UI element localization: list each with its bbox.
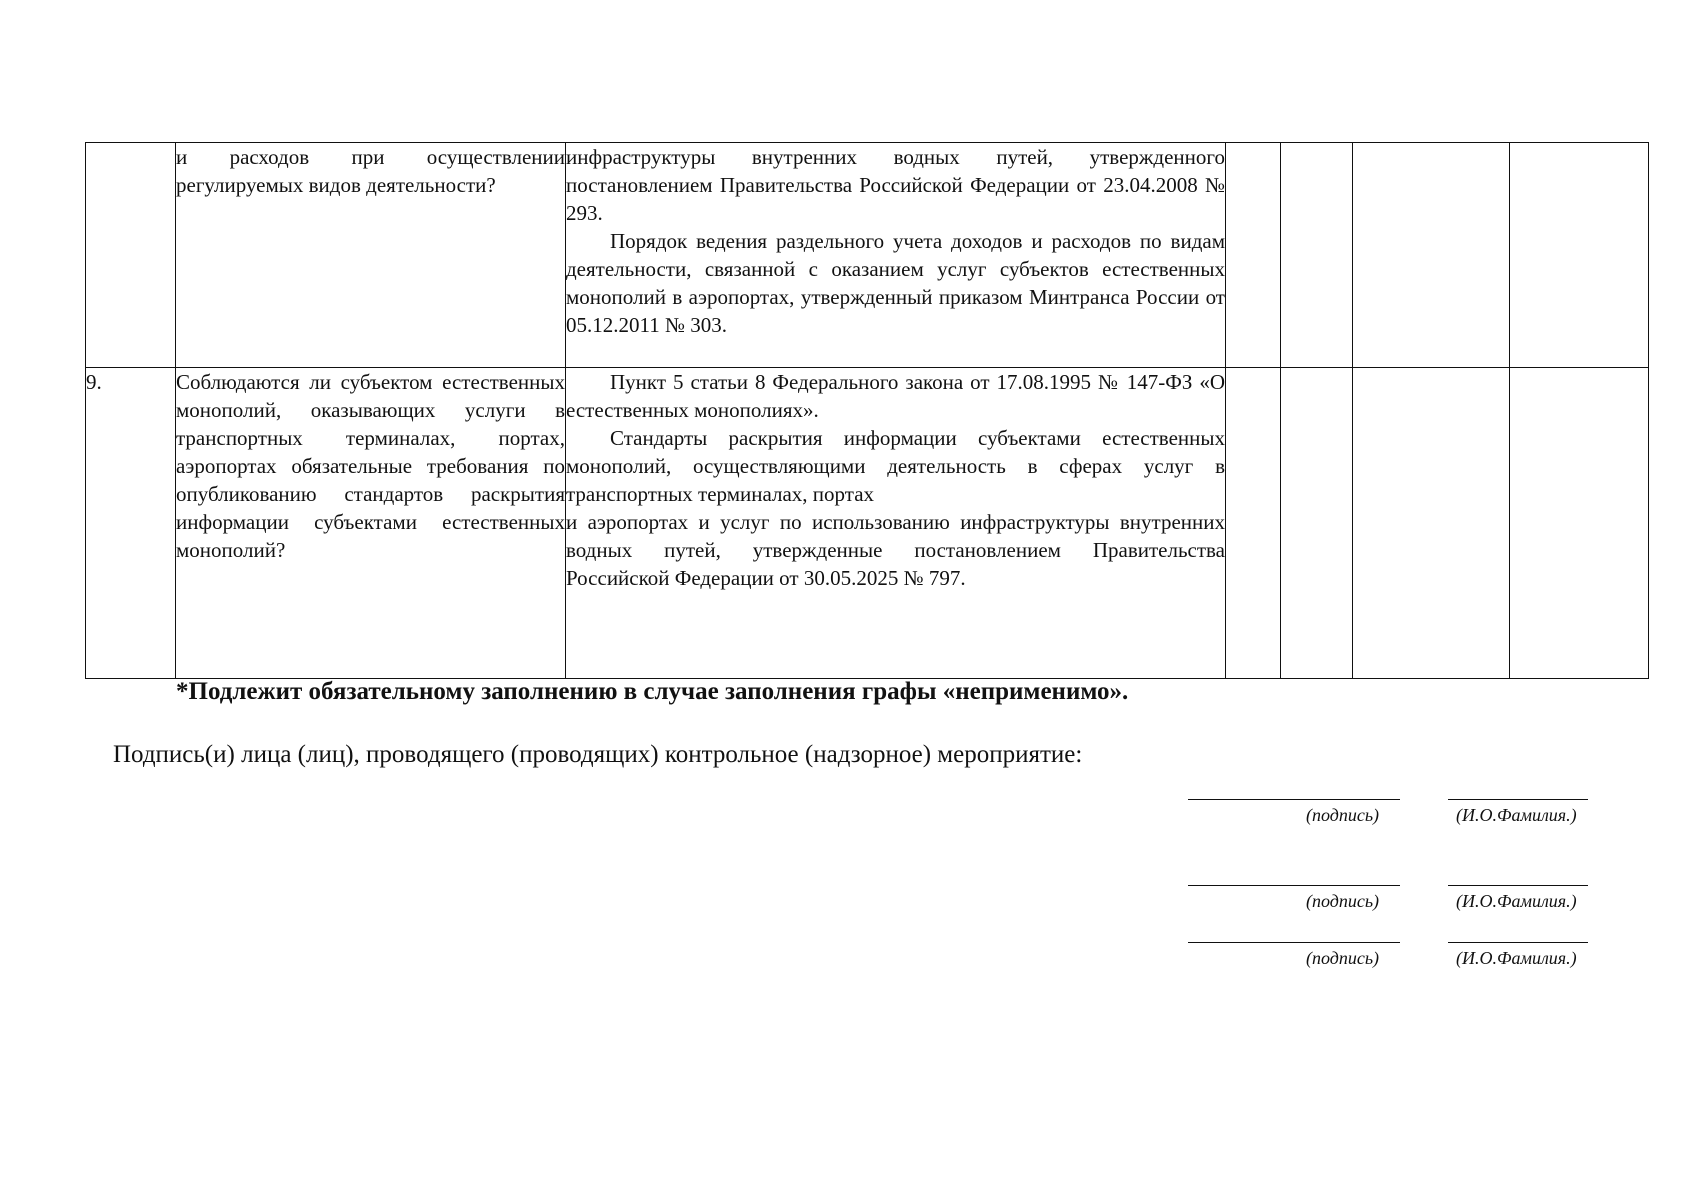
name-line[interactable] <box>1448 942 1588 943</box>
signature-caption: (подпись) <box>1306 948 1380 968</box>
signature-block <box>1188 885 1588 925</box>
answer-cell[interactable] <box>1510 368 1649 679</box>
legal-basis-cell <box>566 143 1226 368</box>
legal-basis-cell <box>566 368 1226 679</box>
signature-caption: (подпись) <box>1306 805 1380 825</box>
row-number: 9. <box>86 370 102 394</box>
legal-basis-paragraph: Порядок ведения раздельного учета доходов и расходов по видам деятельности, связанной с оказанием услуг субъектов естественных монополий в аэропортах, утвержденный приказом Минтранса России от 05.12.2011 № 303. <box>566 229 1225 337</box>
checklist-table <box>85 142 1649 679</box>
row-number-cell <box>86 368 176 679</box>
answer-cell[interactable] <box>1510 143 1649 368</box>
signature-line[interactable] <box>1188 799 1400 800</box>
signature-block <box>1188 799 1588 839</box>
signature-caption: (подпись) <box>1306 891 1380 911</box>
question-cell: Соблюдаются ли субъектом естественных монополий, оказывающих услуги в транспортных терминалах, портах, аэропортах обязательные требования по опубликованию стандартов раскрытия информации субъектами естественных монополий? <box>176 368 566 679</box>
legal-basis-paragraph: инфраструктуры внутренних водных путей, утвержденного постановлением Правительства Российской Федерации от 23.04.2008 № 293. <box>566 145 1225 225</box>
legal-basis-paragraph: Пункт 5 статьи 8 Федерального закона от 17.08.1995 № 147-ФЗ «О естественных монополиях». <box>566 370 1225 422</box>
table-row <box>86 143 1649 368</box>
signature-block <box>1188 942 1588 982</box>
legal-basis-paragraph: Стандарты раскрытия информации субъектами естественных монополий, осуществляющими деятельность в сферах услуг в транспортных терминалах, портах <box>566 426 1225 506</box>
name-caption: (И.О.Фамилия.) <box>1456 891 1577 911</box>
answer-cell[interactable] <box>1226 143 1281 368</box>
signature-line[interactable] <box>1188 885 1400 886</box>
answer-cell[interactable] <box>1281 368 1353 679</box>
name-caption: (И.О.Фамилия.) <box>1456 948 1577 968</box>
legal-basis-paragraph: и аэропортах и услуг по использованию инфраструктуры внутренних водных путей, утвержденные постановлением Правительства Российской Федерации от 30.05.2025 № 797. <box>566 510 1225 590</box>
answer-cell[interactable] <box>1226 368 1281 679</box>
signers-heading: Подпись(и) лица (лиц), проводящего (проводящих) контрольное (надзорное) мероприятие: <box>113 741 1083 768</box>
answer-cell[interactable] <box>1281 143 1353 368</box>
name-line[interactable] <box>1448 799 1588 800</box>
answer-cell[interactable] <box>1353 143 1510 368</box>
row-number-cell <box>86 143 176 368</box>
name-caption: (И.О.Фамилия.) <box>1456 805 1577 825</box>
footnote-text: *Подлежит обязательному заполнению в случае заполнения графы «неприменимо». <box>176 678 1129 705</box>
answer-cell[interactable] <box>1353 368 1510 679</box>
question-cell: и расходов при осуществлении регулируемых видов деятельности? <box>176 143 566 368</box>
table-row <box>86 368 1649 679</box>
signature-line[interactable] <box>1188 942 1400 943</box>
name-line[interactable] <box>1448 885 1588 886</box>
